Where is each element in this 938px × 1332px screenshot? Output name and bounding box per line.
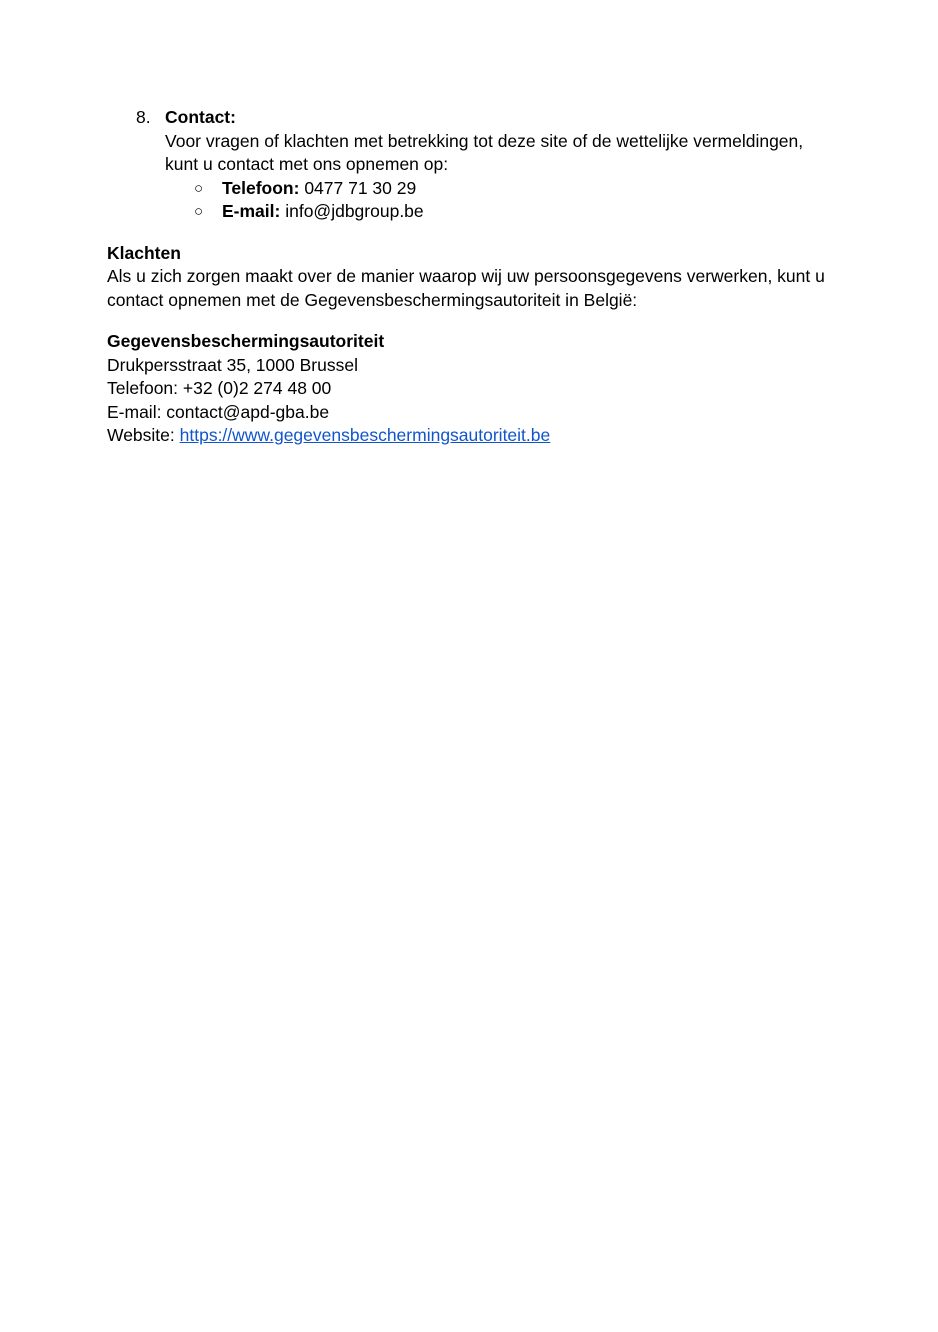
authority-name: Gegevensbeschermingsautoriteit (107, 331, 385, 351)
website-link[interactable]: https://www.gegevensbeschermingsautoriteit.be (179, 425, 551, 445)
contact-text: Voor vragen of klachten met betrekking tot deze site of de wettelijke vermeldingen, kunt u contact met ons opnemen op: (165, 130, 804, 174)
document-page (107, 106, 837, 448)
complaints-heading: Klachten (107, 242, 181, 263)
complaints-text: Als u zich zorgen maakt over de manier waarop wij uw persoonsgegevens verwerken, kunt u contact opnemen met de Gegevensbeschermingsautoriteit in België: (107, 266, 825, 310)
contact-sublist (165, 177, 837, 224)
authority-phone: Telefoon: +32 (0)2 274 48 00 (107, 378, 332, 398)
authority-section (107, 330, 837, 448)
phone-label: Telefoon: (222, 177, 300, 198)
contact-email-item (165, 200, 837, 224)
contact-heading: Contact: (165, 107, 236, 127)
contact-list-item (107, 106, 837, 224)
bullet-icon: ○ (194, 203, 204, 220)
phone-value: 0477 71 30 29 (299, 177, 417, 198)
authority-address: Drukpersstraat 35, 1000 Brussel (107, 354, 358, 375)
authority-website-line (107, 424, 837, 448)
contact-phone-item (165, 177, 837, 201)
complaints-section (107, 242, 837, 313)
authority-email: E-mail: contact@apd-gba.be (107, 401, 330, 422)
bullet-icon: ○ (194, 179, 204, 197)
website-label: Website: (107, 425, 180, 445)
email-label: E-mail: (222, 201, 281, 221)
email-value: info@jdbgroup.be (280, 201, 424, 221)
list-number: 8. (136, 107, 151, 127)
